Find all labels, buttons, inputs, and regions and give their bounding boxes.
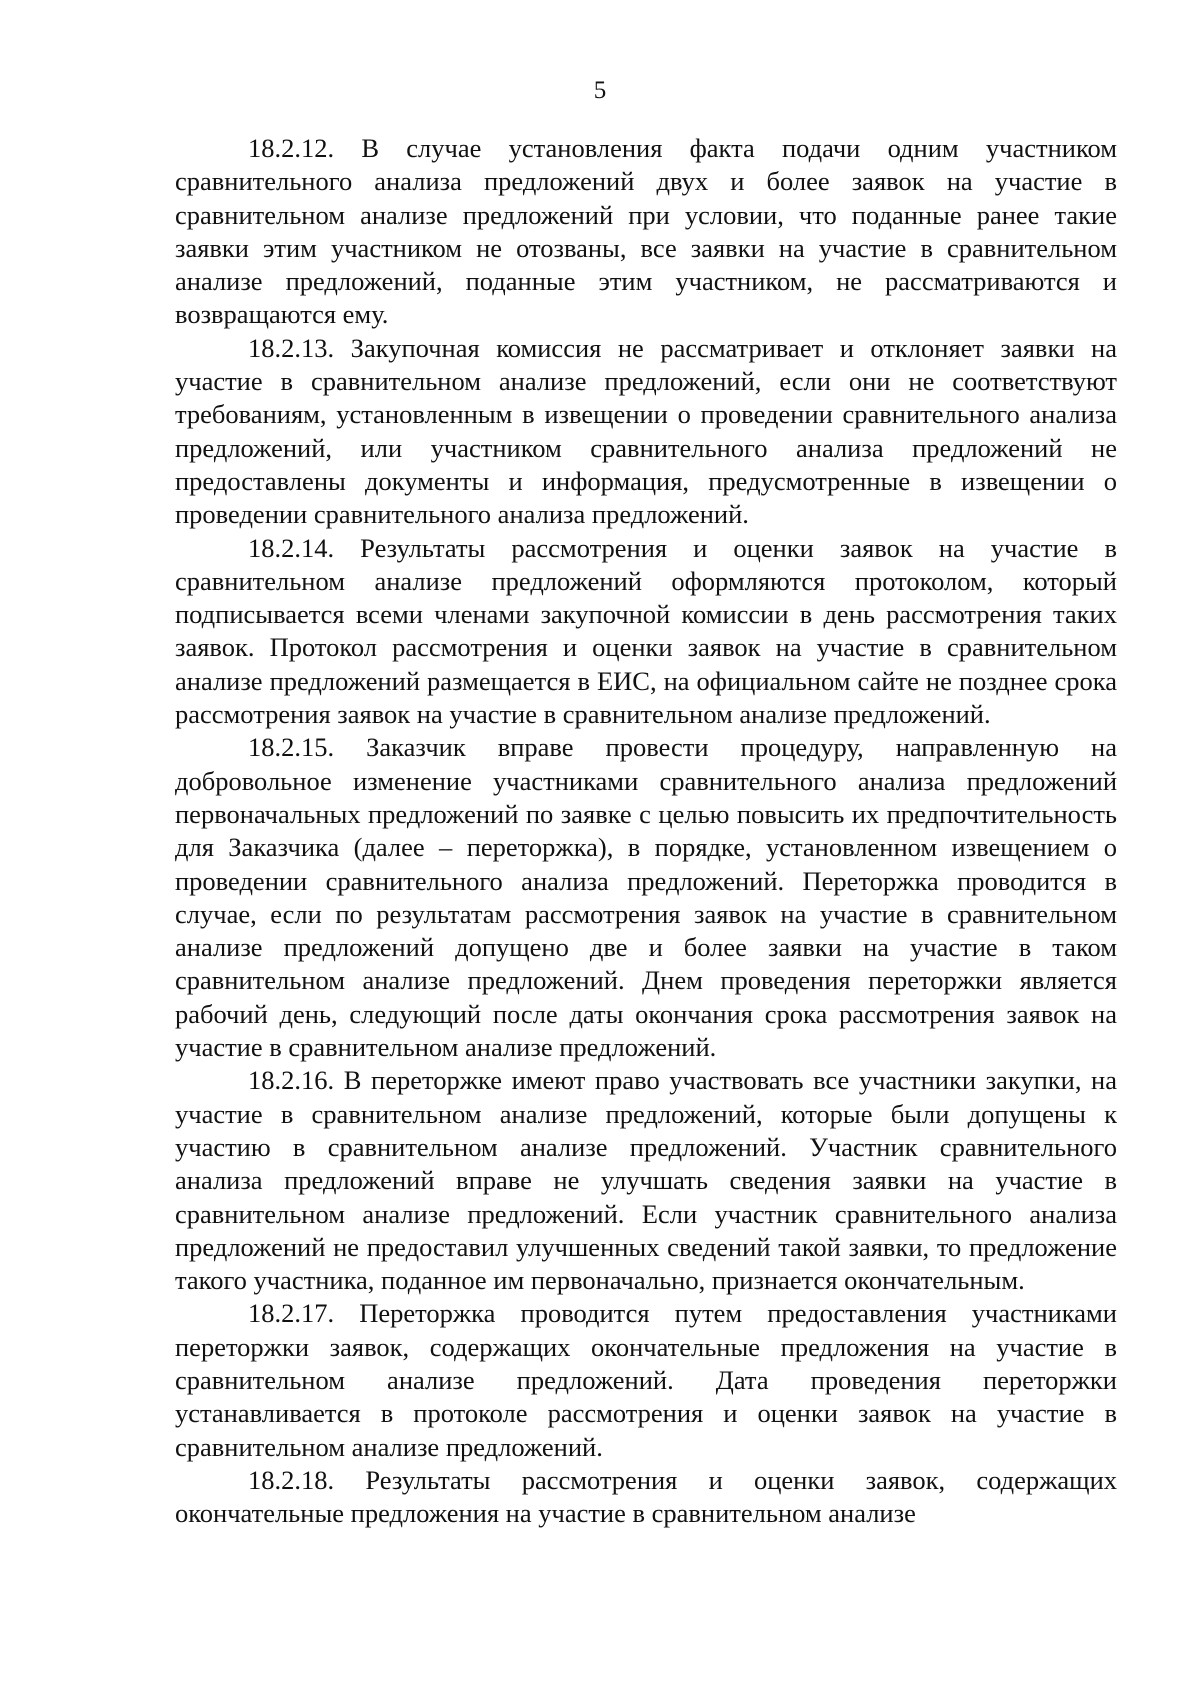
paragraph-18-2-15: 18.2.15. Заказчик вправе провести процедуру, направленную на добровольное изменение участниками сравнительного анализа предложений первоначальных предложений по заявке с целью повысить их предпочтительность для Заказчика (далее – переторжка), в порядке, установленном извещением о проведении сравнительного анализа предложений. Переторжка проводится в случае, если по результатам рассмотрения заявок на участие в сравнительном анализе предложений допущено две и более заявки на участие в таком сравнительном анализе предложений. Днем проведения переторжки является рабочий день, следующий после даты окончания срока рассмотрения заявок на участие в сравнительном анализе предложений.	[175, 732, 1117, 1063]
paragraph-18-2-18: 18.2.18. Результаты рассмотрения и оценки заявок, содержащих окончательные предложения на участие в сравнительном анализе	[175, 1464, 1117, 1529]
page-number: 5	[593, 77, 607, 104]
paragraph-18-2-16: 18.2.16. В переторжке имеют право участвовать все участники закупки, на участие в сравнительном анализе предложений, которые были допущены к участию в сравнительном анализе предложений. Участник сравнительного анализа предложений вправе не улучшать сведения заявки на участие в сравнительном анализе предложений. Если участник сравнительного анализа предложений не предоставил улучшенных сведений такой заявки, то предложение такого участника, поданное им первоначально, признается окончательным.	[175, 1065, 1117, 1296]
paragraph-18-2-12: 18.2.12. В случае установления факта подачи одним участником сравнительного анализа предложений двух и более заявок на участие в сравнительном анализе предложений при условии, что поданные ранее такие заявки этим участником не отозваны, все заявки на участие в сравнительном анализе предложений, поданные этим участником, не рассматриваются и возвращаются ему.	[175, 133, 1117, 330]
document-body	[175, 132, 1117, 1530]
paragraph-18-2-14: 18.2.14. Результаты рассмотрения и оценки заявок на участие в сравнительном анализе предложений оформляются протоколом, который подписывается всеми членами закупочной комиссии в день рассмотрения таких заявок. Протокол рассмотрения и оценки заявок на участие в сравнительном анализе предложений размещается в ЕИС, на официальном сайте не позднее срока рассмотрения заявок на участие в сравнительном анализе предложений.	[175, 532, 1117, 730]
paragraph-18-2-17: 18.2.17. Переторжка проводится путем предоставления участниками переторжки заявок, содержащих окончательные предложения на участие в сравнительном анализе предложений. Дата проведения переторжки устанавливается в протоколе рассмотрения и оценки заявок на участие в сравнительном анализе предложений.	[175, 1298, 1117, 1462]
paragraph-18-2-13: 18.2.13. Закупочная комиссия не рассматривает и отклоняет заявки на участие в сравнительном анализе предложений, если они не соответствуют требованиям, установленным в извещении о проведении сравнительного анализа предложений, или участником сравнительного анализа предложений не предоставлены документы и информация, предусмотренные в извещении о проведении сравнительного анализа предложений.	[175, 332, 1117, 530]
